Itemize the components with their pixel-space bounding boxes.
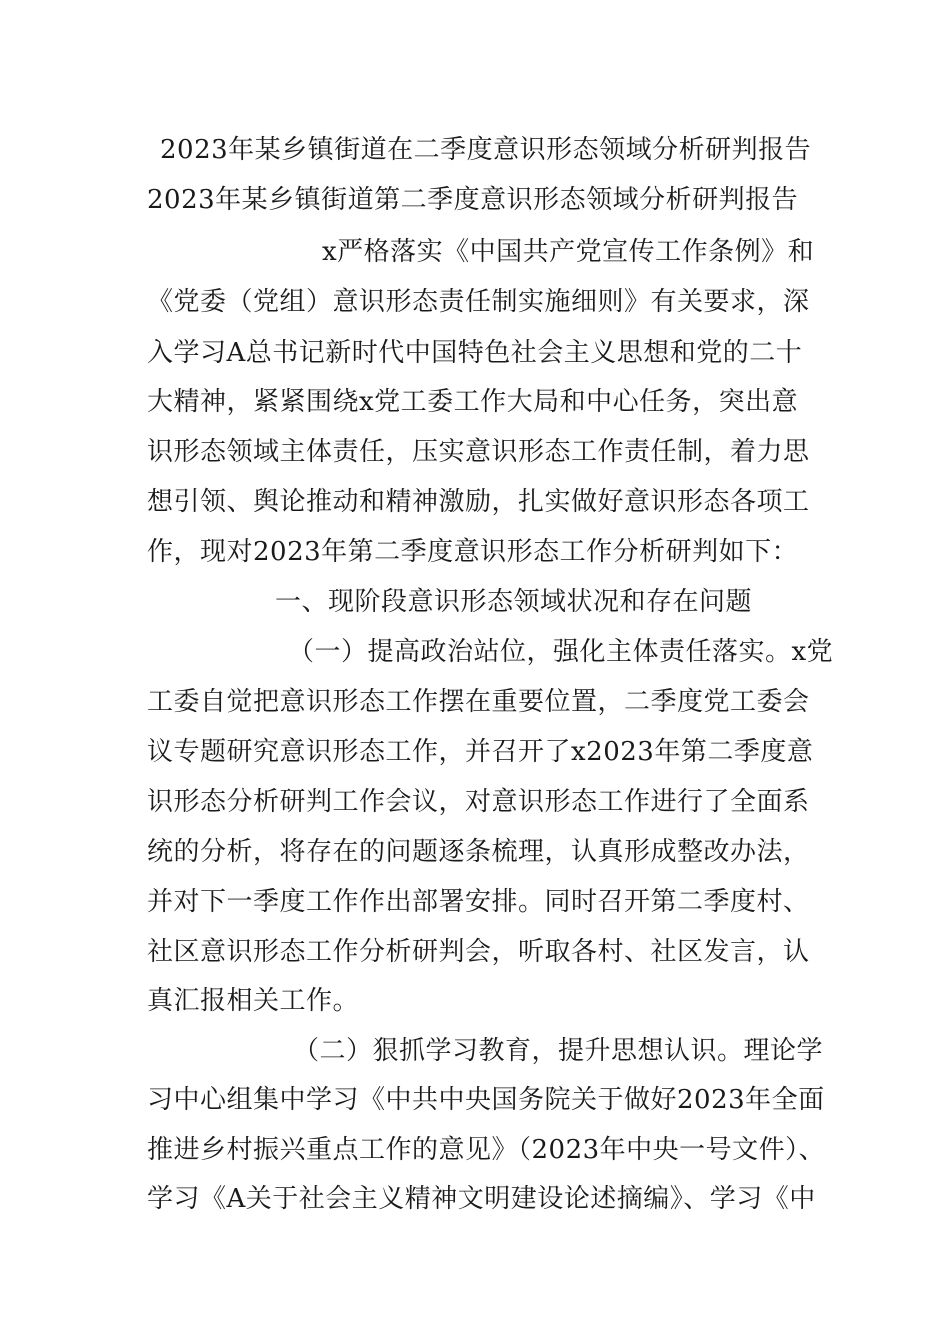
subsection-paragraph-line: 统的分析，将存在的问题逐条梳理，认真形成整改办法， [147,837,810,867]
intro-paragraph-line: 大精神，紧紧围绕x党工委工作大局和中心任务，突出意 [147,387,799,417]
intro-paragraph-line: 识形态领域主体责任，压实意识形态工作责任制，着力思 [147,437,810,467]
subsection-paragraph-line: （一）提高政治站位，强化主体责任落实。x党 [288,637,834,667]
subsection-paragraph-line: （二）狠抓学习教育，提升思想认识。理论学 [293,1036,824,1066]
intro-paragraph-line: 想引领、舆论推动和精神激励，扎实做好意识形态各项工 [147,487,810,517]
subsection-paragraph-line: 真汇报相关工作。 [147,986,360,1016]
subsection-paragraph-line: 识形态分析研判工作会议，对意识形态工作进行了全面系 [147,787,810,817]
intro-paragraph-line: 作，现对2023年第二季度意识形态工作分析研判如下： [147,537,799,567]
subsection-paragraph-line: 议专题研究意识形态工作，并召开了x2023年第二季度意 [147,737,814,767]
section-heading: 一、现阶段意识形态领域状况和存在问题 [275,587,753,617]
subsection-paragraph-line: 社区意识形态工作分析研判会，听取各村、社区发言，认 [147,937,810,967]
document-subtitle: 2023年某乡镇街道第二季度意识形态领域分析研判报告 [147,185,799,215]
document-title: 2023年某乡镇街道在二季度意识形态领域分析研判报告 [160,135,812,165]
subsection-paragraph-line: 习中心组集中学习《中共中央国务院关于做好2023年全面 [147,1085,825,1115]
intro-paragraph-line: x严格落实《中国共产党宣传工作条例》和 [322,237,815,267]
intro-paragraph-line: 《党委（党组）意识形态责任制实施细则》有关要求，深 [147,287,810,317]
subsection-paragraph-line: 推进乡村振兴重点工作的意见》（2023年中央一号文件）、 [147,1135,826,1165]
subsection-paragraph-line: 学习《A关于社会主义精神文明建设论述摘编》、学习《中 [147,1184,816,1214]
subsection-paragraph-line: 工委自觉把意识形态工作摆在重要位置，二季度党工委会 [147,687,810,717]
intro-paragraph-line: 入学习A总书记新时代中国特色社会主义思想和党的二十 [147,338,803,368]
subsection-paragraph-line: 并对下一季度工作作出部署安排。同时召开第二季度村、 [147,887,810,917]
